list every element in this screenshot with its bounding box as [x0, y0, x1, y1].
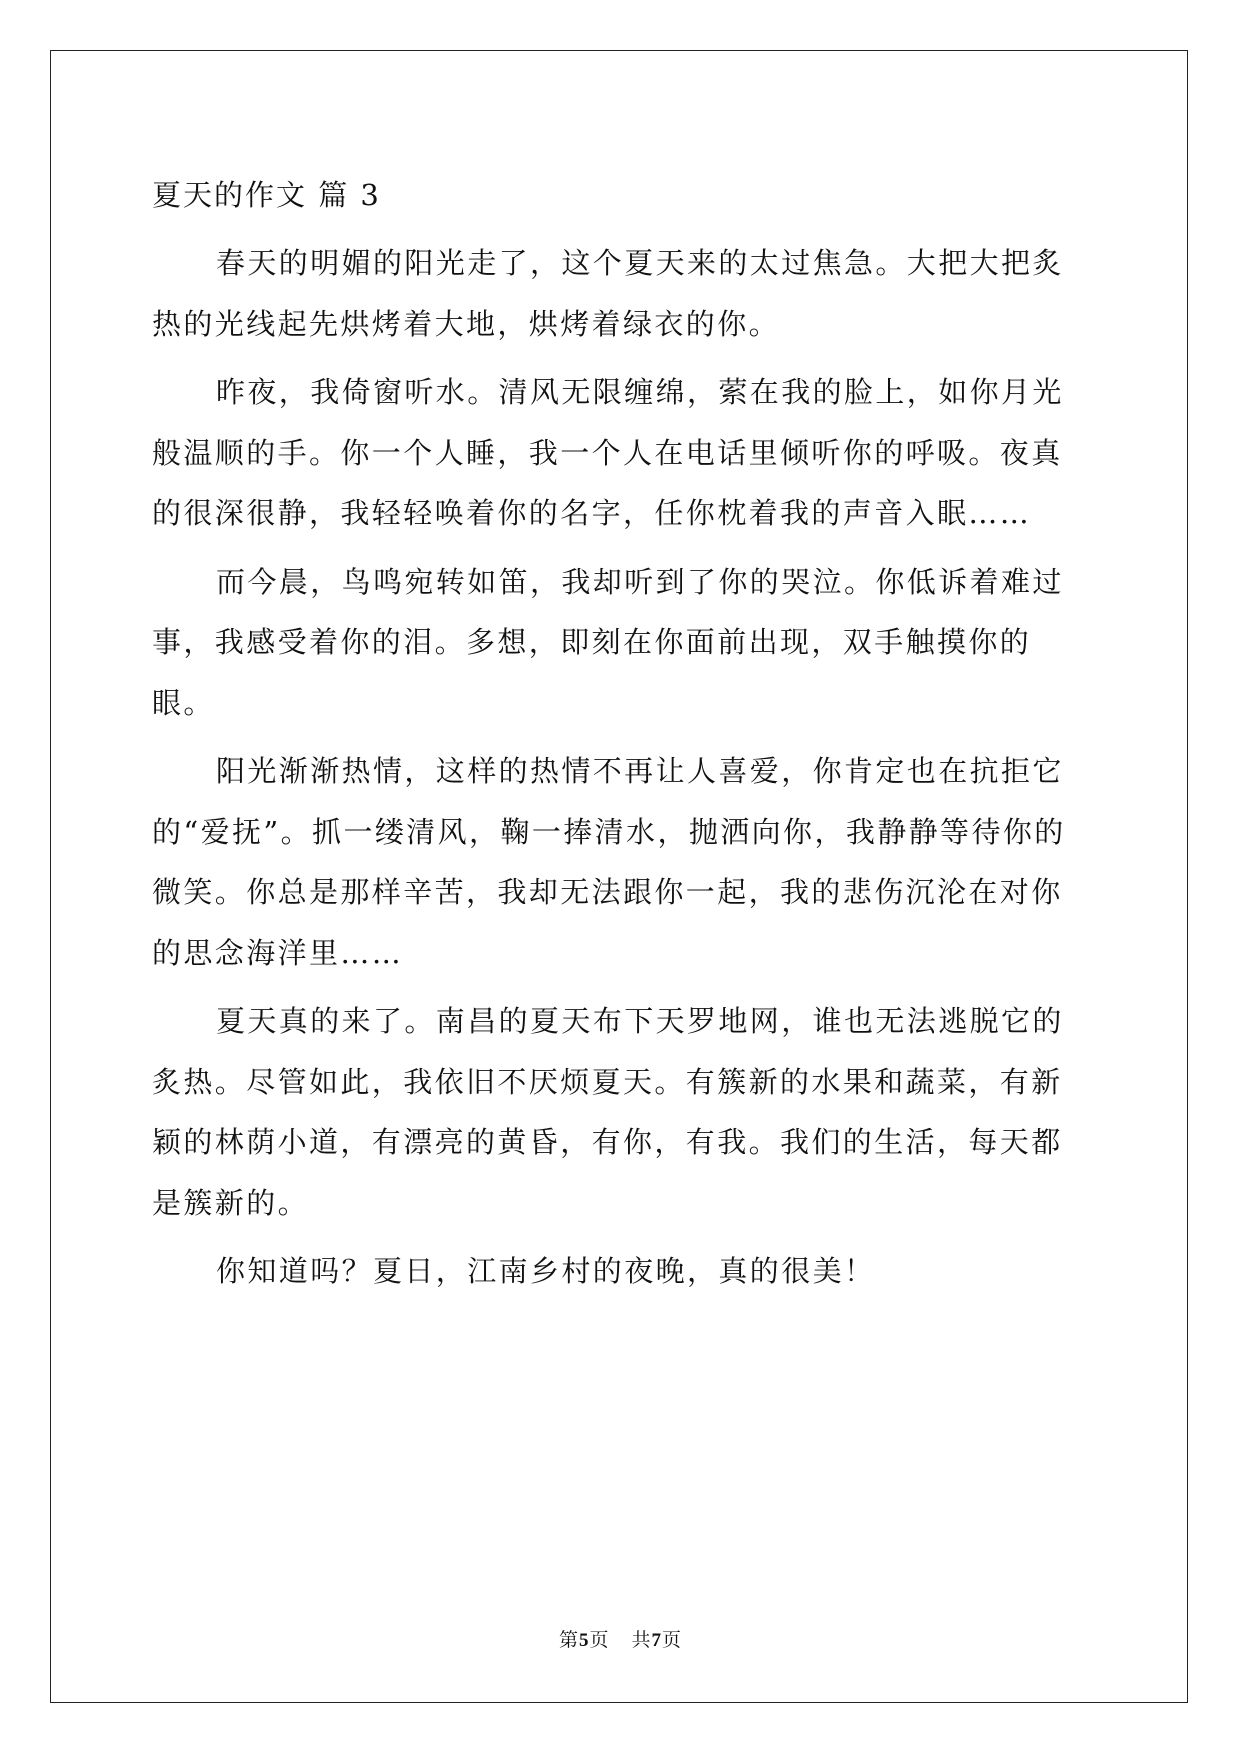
paragraph: 阳光渐渐热情，这样的热情不再让人喜爱，你肯定也在抗拒它的“爱抚”。抓一缕清风，鞠一捧清水，抛洒向你，我静静等待你的微笑。你总是那样辛苦，我却无法跟你一起，我的悲伤沉沦在对你的思念海洋里…… [152, 754, 1066, 970]
current-page-number: 5 [578, 1630, 590, 1651]
total-page-number: 7 [651, 1630, 663, 1651]
total-suffix: 页 [662, 1629, 683, 1651]
document-body [152, 165, 1092, 1310]
paragraph: 昨夜，我倚窗听水。清风无限缠绵，萦在我的脸上，如你月光般温顺的手。你一个人睡，我一个人在电话里倾听你的呼吸。夜真的很深很静，我轻轻唤着你的名字，任你枕着我的声音入眠…… [152, 375, 1064, 530]
page-footer [0, 1625, 1241, 1652]
page-suffix: 页 [589, 1629, 610, 1651]
document-title: 夏天的作文 篇 3 [152, 178, 381, 212]
total-prefix: 共 [631, 1629, 652, 1651]
paragraph: 春天的明媚的阳光走了，这个夏天来的太过焦急。大把大把炙热的光线起先烘烤着大地，烘烤着绿衣的你。 [152, 246, 1064, 341]
paragraph: 你知道吗？夏日，江南乡村的夜晚，真的很美！ [216, 1254, 876, 1288]
paragraph: 而今晨，鸟鸣宛转如笛，我却听到了你的哭泣。你低诉着难过事，我感受着你的泪。多想，即刻在你面前出现，双手触摸你的眼。 [152, 564, 1064, 720]
paragraph: 夏天真的来了。南昌的夏天布下天罗地网，谁也无法逃脱它的炙热。尽管如此，我依旧不厌烦夏天。有簇新的水果和蔬菜，有新颖的林荫小道，有漂亮的黄昏，有你，有我。我们的生活，每天都是簇新的。 [152, 1004, 1064, 1220]
page-prefix: 第 [558, 1629, 579, 1651]
